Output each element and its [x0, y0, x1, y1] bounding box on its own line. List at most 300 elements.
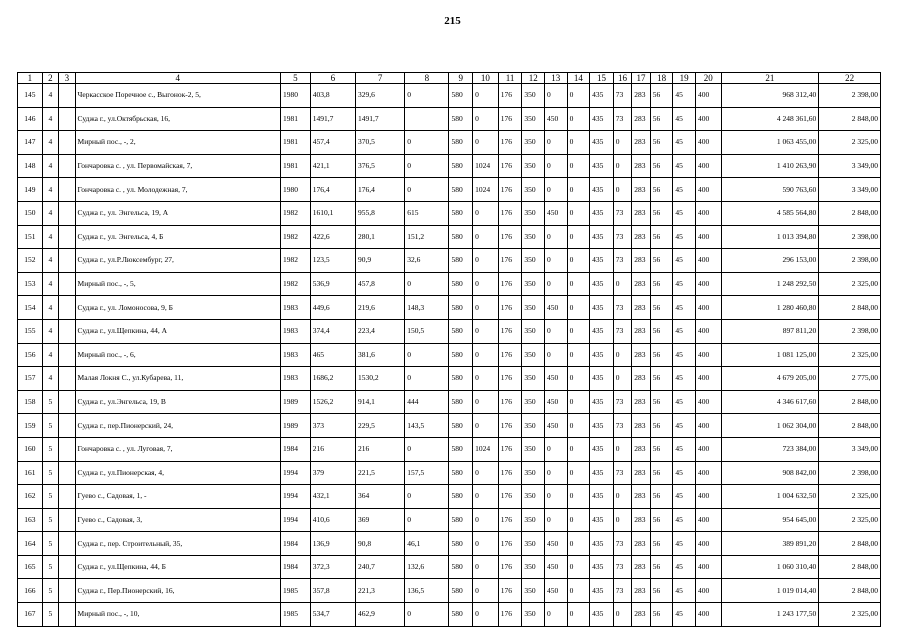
table-cell-col-21: 4 679 205,00 [721, 367, 819, 391]
table-cell-col-17: 283 [632, 603, 650, 627]
column-header: 7 [355, 73, 404, 84]
column-header: 4 [75, 73, 280, 84]
table-cell-col-19: 45 [673, 343, 696, 367]
table-cell-col-3 [59, 225, 75, 249]
table-cell-col-4: Суджа г., пер. Строительный, 35, [75, 532, 280, 556]
table-row [18, 603, 881, 627]
table-cell-col-11: 176 [498, 201, 522, 225]
table-cell-col-9: 580 [449, 178, 473, 202]
table-cell-col-17: 283 [632, 532, 650, 556]
table-cell-col-16: 0 [613, 178, 631, 202]
table-cell-col-7: 381,6 [355, 343, 404, 367]
table-cell-col-11: 176 [498, 343, 522, 367]
table-cell-col-15: 435 [590, 319, 614, 343]
table-cell-col-10: 0 [473, 84, 499, 108]
table-cell-col-20: 400 [695, 579, 721, 603]
table-cell-col-15: 435 [590, 437, 614, 461]
table-cell-col-1: 162 [18, 485, 43, 509]
table-cell-col-14: 0 [567, 603, 590, 627]
table-cell-col-5: 1983 [281, 296, 311, 320]
table-cell-col-2: 4 [42, 154, 58, 178]
table-cell-col-8: 0 [405, 84, 449, 108]
table-cell-col-19: 45 [673, 579, 696, 603]
column-header: 8 [405, 73, 449, 84]
table-cell-col-9: 580 [449, 461, 473, 485]
table-cell-col-3 [59, 414, 75, 438]
table-cell-col-11: 176 [498, 390, 522, 414]
table-cell-col-3 [59, 532, 75, 556]
table-cell-col-12: 350 [522, 367, 545, 391]
table-cell-col-2: 5 [42, 603, 58, 627]
table-cell-col-10: 0 [473, 508, 499, 532]
table-cell-col-1: 156 [18, 343, 43, 367]
table-cell-col-20: 400 [695, 154, 721, 178]
table-cell-col-13: 0 [544, 272, 567, 296]
table-cell-col-20: 400 [695, 178, 721, 202]
table-cell-col-18: 56 [650, 296, 673, 320]
column-header: 9 [449, 73, 473, 84]
table-cell-col-19: 45 [673, 154, 696, 178]
table-cell-col-10: 0 [473, 131, 499, 155]
table-cell-col-13: 450 [544, 555, 567, 579]
table-cell-col-17: 283 [632, 367, 650, 391]
table-cell-col-16: 73 [613, 414, 631, 438]
table-cell-col-19: 45 [673, 461, 696, 485]
column-header: 14 [567, 73, 590, 84]
table-cell-col-20: 400 [695, 296, 721, 320]
table-cell-col-4: Мирный пос., -, 10, [75, 603, 280, 627]
table-cell-col-3 [59, 201, 75, 225]
column-header: 12 [522, 73, 545, 84]
table-cell-col-14: 0 [567, 178, 590, 202]
table-cell-col-9: 580 [449, 154, 473, 178]
table-cell-col-4: Мирный пос., -, 5, [75, 272, 280, 296]
table-cell-col-9: 580 [449, 225, 473, 249]
table-cell-col-9: 580 [449, 579, 473, 603]
table-cell-col-16: 0 [613, 485, 631, 509]
table-cell-col-12: 350 [522, 555, 545, 579]
table-cell-col-18: 56 [650, 367, 673, 391]
table-cell-col-4: Суджа г., ул. Энгельса, 4, Б [75, 225, 280, 249]
table-cell-col-2: 4 [42, 296, 58, 320]
table-row [18, 390, 881, 414]
table-cell-col-9: 580 [449, 131, 473, 155]
table-cell-col-21: 908 842,00 [721, 461, 819, 485]
table-cell-col-18: 56 [650, 437, 673, 461]
table-cell-col-11: 176 [498, 154, 522, 178]
table-cell-col-16: 0 [613, 131, 631, 155]
table-cell-col-21: 1 019 014,40 [721, 579, 819, 603]
table-cell-col-1: 145 [18, 84, 43, 108]
table-cell-col-17: 283 [632, 249, 650, 273]
column-header: 11 [498, 73, 522, 84]
table-cell-col-10: 0 [473, 249, 499, 273]
table-cell-col-12: 350 [522, 390, 545, 414]
table-cell-col-16: 73 [613, 461, 631, 485]
table-cell-col-8: 136,5 [405, 579, 449, 603]
table-row [18, 437, 881, 461]
table-cell-col-9: 580 [449, 201, 473, 225]
table-cell-col-4: Мирный пос., -, 6, [75, 343, 280, 367]
table-cell-col-14: 0 [567, 367, 590, 391]
table-cell-col-1: 157 [18, 367, 43, 391]
table-cell-col-13: 450 [544, 201, 567, 225]
table-cell-col-2: 4 [42, 131, 58, 155]
table-cell-col-7: 216 [355, 437, 404, 461]
table-row [18, 414, 881, 438]
table-cell-col-13: 0 [544, 343, 567, 367]
table-row [18, 508, 881, 532]
table-cell-col-9: 580 [449, 555, 473, 579]
table-cell-col-18: 56 [650, 272, 673, 296]
table-cell-col-13: 0 [544, 508, 567, 532]
table-cell-col-18: 56 [650, 154, 673, 178]
table-cell-col-8: 0 [405, 131, 449, 155]
table-cell-col-21: 723 384,00 [721, 437, 819, 461]
table-cell-col-22: 2 325,00 [819, 272, 881, 296]
table-cell-col-4: Суджа г., ул.Октябрьская, 16, [75, 107, 280, 131]
table-cell-col-6: 465 [310, 343, 355, 367]
table-cell-col-20: 400 [695, 225, 721, 249]
table-cell-col-12: 350 [522, 508, 545, 532]
table-cell-col-5: 1981 [281, 131, 311, 155]
table-cell-col-19: 45 [673, 84, 696, 108]
table-cell-col-10: 0 [473, 201, 499, 225]
table-cell-col-12: 350 [522, 603, 545, 627]
table-cell-col-17: 283 [632, 461, 650, 485]
table-cell-col-21: 296 153,00 [721, 249, 819, 273]
table-cell-col-12: 350 [522, 532, 545, 556]
table-cell-col-20: 400 [695, 107, 721, 131]
table-cell-col-18: 56 [650, 201, 673, 225]
table-cell-col-3 [59, 154, 75, 178]
table-cell-col-2: 5 [42, 532, 58, 556]
table-cell-col-15: 435 [590, 390, 614, 414]
table-cell-col-19: 45 [673, 508, 696, 532]
table-cell-col-3 [59, 508, 75, 532]
table-cell-col-10: 0 [473, 461, 499, 485]
column-header: 16 [613, 73, 631, 84]
table-cell-col-9: 580 [449, 508, 473, 532]
table-cell-col-17: 283 [632, 84, 650, 108]
table-cell-col-18: 56 [650, 461, 673, 485]
table-cell-col-7: 219,6 [355, 296, 404, 320]
table-cell-col-14: 0 [567, 107, 590, 131]
table-cell-col-8: 157,5 [405, 461, 449, 485]
table-cell-col-15: 435 [590, 461, 614, 485]
table-cell-col-4: Черкасское Поречное с., Выгонок-2, 5, [75, 84, 280, 108]
table-cell-col-18: 56 [650, 178, 673, 202]
table-cell-col-13: 0 [544, 485, 567, 509]
column-header: 3 [59, 73, 75, 84]
table-cell-col-14: 0 [567, 225, 590, 249]
table-cell-col-21: 1 243 177,50 [721, 603, 819, 627]
table-cell-col-11: 176 [498, 107, 522, 131]
table-cell-col-11: 176 [498, 603, 522, 627]
table-cell-col-8: 444 [405, 390, 449, 414]
table-cell-col-15: 435 [590, 225, 614, 249]
table-cell-col-6: 422,6 [310, 225, 355, 249]
table-cell-col-5: 1984 [281, 555, 311, 579]
table-cell-col-3 [59, 296, 75, 320]
table-cell-col-4: Суджа г., Пер.Пионерский, 16, [75, 579, 280, 603]
table-cell-col-22: 2 848,00 [819, 532, 881, 556]
table-cell-col-20: 400 [695, 319, 721, 343]
table-cell-col-12: 350 [522, 296, 545, 320]
table-cell-col-18: 56 [650, 225, 673, 249]
table-cell-col-1: 155 [18, 319, 43, 343]
table-cell-col-1: 152 [18, 249, 43, 273]
table-cell-col-5: 1983 [281, 343, 311, 367]
table-cell-col-14: 0 [567, 555, 590, 579]
table-cell-col-4: Гончаровка с. , ул. Молодежная, 7, [75, 178, 280, 202]
table-cell-col-5: 1980 [281, 178, 311, 202]
table-cell-col-10: 0 [473, 107, 499, 131]
table-cell-col-4: Гуево с., Садовая, 3, [75, 508, 280, 532]
table-cell-col-1: 160 [18, 437, 43, 461]
table-cell-col-13: 450 [544, 107, 567, 131]
table-cell-col-18: 56 [650, 414, 673, 438]
table-cell-col-16: 0 [613, 508, 631, 532]
table-cell-col-19: 45 [673, 107, 696, 131]
table-cell-col-12: 350 [522, 343, 545, 367]
table-cell-col-3 [59, 485, 75, 509]
table-cell-col-21: 1 062 304,00 [721, 414, 819, 438]
column-header: 1 [18, 73, 43, 84]
table-cell-col-21: 1 081 125,00 [721, 343, 819, 367]
table-cell-col-8: 0 [405, 272, 449, 296]
table-cell-col-1: 161 [18, 461, 43, 485]
table-cell-col-22: 2 325,00 [819, 343, 881, 367]
table-cell-col-15: 435 [590, 603, 614, 627]
table-cell-col-17: 283 [632, 319, 650, 343]
table-cell-col-1: 149 [18, 178, 43, 202]
table-cell-col-17: 283 [632, 296, 650, 320]
table-cell-col-1: 164 [18, 532, 43, 556]
table-cell-col-22: 3 349,00 [819, 437, 881, 461]
table-cell-col-19: 45 [673, 131, 696, 155]
table-cell-col-3 [59, 178, 75, 202]
table-cell-col-8: 0 [405, 603, 449, 627]
table-cell-col-13: 0 [544, 249, 567, 273]
table-cell-col-22: 2 775,00 [819, 367, 881, 391]
table-cell-col-22: 2 325,00 [819, 485, 881, 509]
table-cell-col-3 [59, 367, 75, 391]
table-cell-col-19: 45 [673, 414, 696, 438]
table-cell-col-10: 0 [473, 414, 499, 438]
table-cell-col-19: 45 [673, 272, 696, 296]
table-row [18, 296, 881, 320]
table-row [18, 532, 881, 556]
table-cell-col-12: 350 [522, 414, 545, 438]
table-cell-col-18: 56 [650, 603, 673, 627]
column-header: 10 [473, 73, 499, 84]
table-cell-col-5: 1981 [281, 107, 311, 131]
table-cell-col-7: 369 [355, 508, 404, 532]
table-row [18, 178, 881, 202]
table-cell-col-18: 56 [650, 555, 673, 579]
table-cell-col-7: 280,1 [355, 225, 404, 249]
table-cell-col-3 [59, 249, 75, 273]
table-cell-col-14: 0 [567, 461, 590, 485]
table-cell-col-12: 350 [522, 84, 545, 108]
table-cell-col-13: 450 [544, 367, 567, 391]
table-cell-col-21: 4 248 361,60 [721, 107, 819, 131]
table-cell-col-6: 457,4 [310, 131, 355, 155]
table-cell-col-10: 0 [473, 296, 499, 320]
table-cell-col-15: 435 [590, 532, 614, 556]
table-cell-col-6: 123,5 [310, 249, 355, 273]
table-cell-col-15: 435 [590, 367, 614, 391]
table-cell-col-22: 2 848,00 [819, 201, 881, 225]
header-row [18, 73, 881, 84]
table-cell-col-21: 897 811,20 [721, 319, 819, 343]
table-cell-col-7: 90,8 [355, 532, 404, 556]
table-cell-col-13: 450 [544, 414, 567, 438]
table-cell-col-16: 0 [613, 272, 631, 296]
table-cell-col-11: 176 [498, 84, 522, 108]
table-cell-col-21: 590 763,60 [721, 178, 819, 202]
table-cell-col-18: 56 [650, 107, 673, 131]
table-cell-col-4: Мирный пос., -, 2, [75, 131, 280, 155]
table-cell-col-8: 151,2 [405, 225, 449, 249]
table-cell-col-11: 176 [498, 508, 522, 532]
table-cell-col-19: 45 [673, 532, 696, 556]
table-cell-col-7: 1491,7 [355, 107, 404, 131]
table-cell-col-6: 216 [310, 437, 355, 461]
table-cell-col-15: 435 [590, 154, 614, 178]
table-cell-col-11: 176 [498, 249, 522, 273]
table-cell-col-20: 400 [695, 485, 721, 509]
table-row [18, 225, 881, 249]
table-row [18, 272, 881, 296]
table-cell-col-17: 283 [632, 107, 650, 131]
table-cell-col-3 [59, 272, 75, 296]
table-cell-col-20: 400 [695, 414, 721, 438]
table-cell-col-19: 45 [673, 367, 696, 391]
table-cell-col-3 [59, 555, 75, 579]
column-header: 21 [721, 73, 819, 84]
table-cell-col-17: 283 [632, 131, 650, 155]
table-cell-col-19: 45 [673, 201, 696, 225]
table-cell-col-5: 1994 [281, 508, 311, 532]
table-cell-col-20: 400 [695, 508, 721, 532]
table-row [18, 154, 881, 178]
table-cell-col-13: 450 [544, 296, 567, 320]
table-cell-col-6: 357,8 [310, 579, 355, 603]
table-cell-col-2: 4 [42, 367, 58, 391]
table-cell-col-19: 45 [673, 178, 696, 202]
table-cell-col-21: 1 013 394,80 [721, 225, 819, 249]
table-cell-col-15: 435 [590, 414, 614, 438]
table-cell-col-22: 2 325,00 [819, 603, 881, 627]
table-cell-col-20: 400 [695, 532, 721, 556]
table-cell-col-9: 580 [449, 107, 473, 131]
table-cell-col-13: 0 [544, 437, 567, 461]
table-cell-col-2: 4 [42, 319, 58, 343]
table-cell-col-2: 5 [42, 508, 58, 532]
table-cell-col-16: 0 [613, 603, 631, 627]
table-cell-col-1: 146 [18, 107, 43, 131]
table-cell-col-5: 1983 [281, 367, 311, 391]
table-cell-col-16: 0 [613, 343, 631, 367]
table-cell-col-13: 0 [544, 603, 567, 627]
table-cell-col-5: 1982 [281, 201, 311, 225]
table-cell-col-2: 5 [42, 485, 58, 509]
table-cell-col-7: 90,9 [355, 249, 404, 273]
table-cell-col-16: 0 [613, 437, 631, 461]
table-cell-col-19: 45 [673, 225, 696, 249]
table-cell-col-5: 1984 [281, 532, 311, 556]
table-cell-col-1: 150 [18, 201, 43, 225]
table-cell-col-20: 400 [695, 84, 721, 108]
table-cell-col-11: 176 [498, 485, 522, 509]
table-cell-col-14: 0 [567, 201, 590, 225]
table-row [18, 485, 881, 509]
table-cell-col-10: 0 [473, 319, 499, 343]
table-cell-col-6: 403,8 [310, 84, 355, 108]
table-cell-col-12: 350 [522, 485, 545, 509]
table-cell-col-5: 1989 [281, 414, 311, 438]
table-cell-col-21: 1 410 263,90 [721, 154, 819, 178]
table-cell-col-9: 580 [449, 319, 473, 343]
column-header: 15 [590, 73, 614, 84]
table-cell-col-20: 400 [695, 272, 721, 296]
table-cell-col-14: 0 [567, 131, 590, 155]
table-cell-col-9: 580 [449, 296, 473, 320]
table-cell-col-2: 4 [42, 178, 58, 202]
table-cell-col-5: 1982 [281, 225, 311, 249]
table-cell-col-21: 389 891,20 [721, 532, 819, 556]
table-cell-col-5: 1985 [281, 603, 311, 627]
table-cell-col-12: 350 [522, 437, 545, 461]
table-cell-col-18: 56 [650, 249, 673, 273]
table-cell-col-21: 954 645,00 [721, 508, 819, 532]
table-cell-col-12: 350 [522, 579, 545, 603]
table-cell-col-5: 1981 [281, 154, 311, 178]
table-cell-col-12: 350 [522, 201, 545, 225]
table-cell-col-13: 450 [544, 579, 567, 603]
table-cell-col-15: 435 [590, 343, 614, 367]
table-cell-col-15: 435 [590, 249, 614, 273]
table-cell-col-16: 73 [613, 390, 631, 414]
table-cell-col-6: 374,4 [310, 319, 355, 343]
column-header: 2 [42, 73, 58, 84]
table-cell-col-7: 462,9 [355, 603, 404, 627]
table-cell-col-19: 45 [673, 319, 696, 343]
table-cell-col-6: 379 [310, 461, 355, 485]
table-cell-col-6: 449,6 [310, 296, 355, 320]
column-header: 13 [544, 73, 567, 84]
table-cell-col-18: 56 [650, 579, 673, 603]
table-cell-col-17: 283 [632, 390, 650, 414]
table-cell-col-7: 176,4 [355, 178, 404, 202]
table-cell-col-2: 5 [42, 579, 58, 603]
table-cell-col-4: Суджа г., ул.Щепкина, 44, Б [75, 555, 280, 579]
table-cell-col-11: 176 [498, 178, 522, 202]
table-cell-col-7: 376,5 [355, 154, 404, 178]
table-cell-col-9: 580 [449, 485, 473, 509]
table-cell-col-10: 0 [473, 555, 499, 579]
table-row [18, 555, 881, 579]
table-cell-col-9: 580 [449, 84, 473, 108]
table-cell-col-7: 364 [355, 485, 404, 509]
table-cell-col-4: Малая Локня С., ул.Кубарева, 11, [75, 367, 280, 391]
table-row [18, 84, 881, 108]
table-cell-col-2: 4 [42, 343, 58, 367]
table-cell-col-16: 0 [613, 367, 631, 391]
table-cell-col-3 [59, 107, 75, 131]
